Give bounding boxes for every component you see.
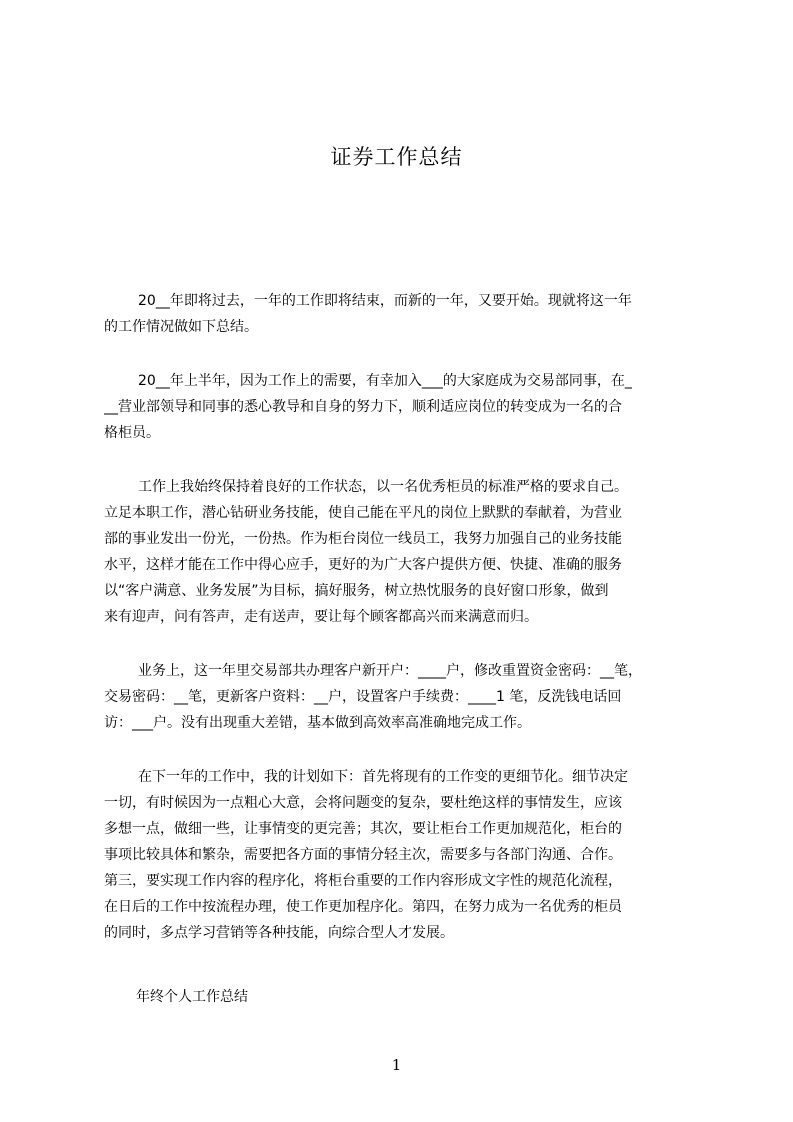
- paragraph-3: [104, 474, 704, 630]
- paragraph-line: 在日后的工作中按流程办理，使工作更加程序化。第四，在努力成为一名优秀的柜员: [104, 899, 622, 915]
- paragraph-line: 20__年上半年，因为工作上的需要，有幸加入___的大家庭成为交易部同事，在_: [138, 373, 632, 389]
- paragraph-line: 工作上我始终保持着良好的工作状态，以一名优秀柜员的标准严格的要求自己。: [138, 479, 628, 495]
- paragraph-line: 水平，这样才能在工作中得心应手，更好的为广大客户提供方便、快捷、准确的服务: [104, 557, 622, 573]
- paragraph-2: [104, 368, 704, 446]
- section-subheading: 年终个人工作总结: [136, 989, 248, 1005]
- page-number: 1: [391, 1056, 402, 1074]
- paragraph-line: 立足本职工作，潜心钻研业务技能，使自己能在平凡的岗位上默默的奉献着，为营业: [104, 505, 622, 521]
- paragraph-line: 以“客户满意、业务发展”为目标，搞好服务，树立热忱服务的良好窗口形象，做到: [104, 583, 609, 599]
- paragraph-1: [104, 288, 704, 340]
- paragraph-4: [104, 658, 704, 736]
- paragraph-line: 在下一年的工作中，我的计划如下：首先将现有的工作变的更细节化。细节决定: [138, 769, 628, 785]
- paragraph-5: [104, 764, 704, 946]
- document-title: 证券工作总结: [330, 145, 463, 169]
- paragraph-line: 格柜员。: [104, 425, 160, 441]
- paragraph-line: 的同时，多点学习营销等各种技能，向综合型人才发展。: [104, 925, 454, 941]
- paragraph-line: 来有迎声，问有答声，走有送声，要让每个顾客都高兴而来满意而归。: [104, 609, 538, 625]
- paragraph-line: __营业部领导和同事的悉心教导和自身的努力下，顺利适应岗位的转变成为一名的合: [104, 399, 622, 415]
- paragraph-line: 访：___户。没有出现重大差错，基本做到高效率高准确地完成工作。: [104, 715, 531, 731]
- paragraph-line: 交易密码：__笔，更新客户资料：__户，设置客户手续费：____1 笔，反洗钱电话回: [104, 689, 622, 705]
- paragraph-line: 20__年即将过去，一年的工作即将结束，而新的一年，又要开始。现就将这一年: [138, 293, 632, 309]
- paragraph-line: 一切，有时候因为一点粗心大意，会将问题变的复杂，要杜绝这样的事情发生，应该: [104, 795, 622, 811]
- paragraph-line: 事项比较具体和繁杂，需要把各方面的事情分轻主次，需要多与各部门沟通、合作。: [104, 847, 622, 863]
- paragraph-line: 第三，要实现工作内容的程序化，将柜台重要的工作内容形成文字性的规范化流程，: [104, 873, 622, 889]
- paragraph-line: 多想一点，做细一些，让事情变的更完善；其次，要让柜台工作更加规范化，柜台的: [104, 821, 622, 837]
- paragraph-line: 的工作情况做如下总结。: [104, 319, 258, 335]
- paragraph-line: 业务上，这一年里交易部共办理客户新开户：____户，修改重置资金密码：__笔，: [138, 663, 642, 679]
- paragraph-line: 部的事业发出一份光，一份热。作为柜台岗位一线员工，我努力加强自己的业务技能: [104, 531, 622, 547]
